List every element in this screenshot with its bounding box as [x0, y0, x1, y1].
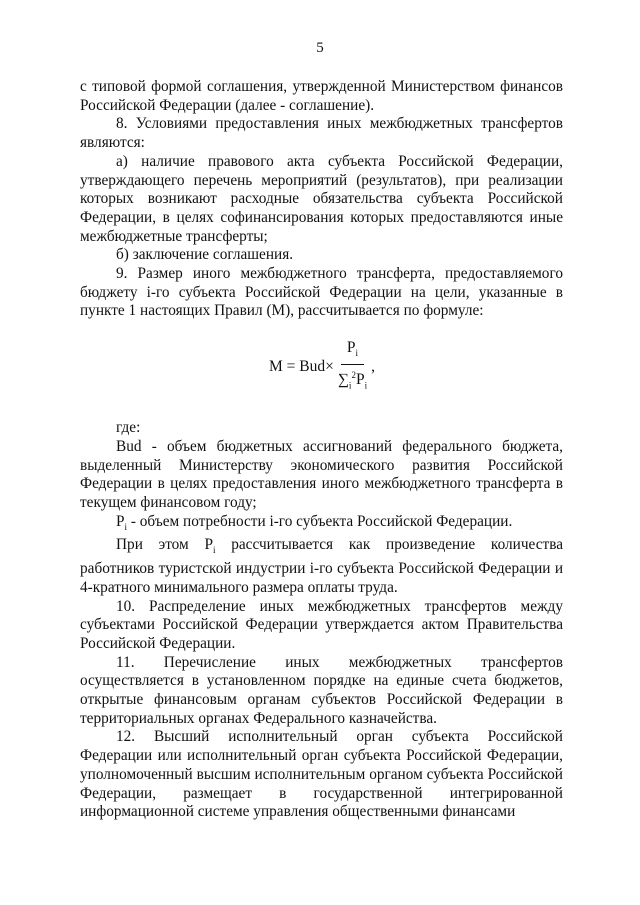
pi-calc-rest: рассчитывается как произведение количества работников туристской индустрии i-го субъекта Российской Федерации и 4-кратного минимального размера оплаты труда.: [80, 536, 564, 596]
pi-calc-subscript: i: [212, 545, 216, 556]
sum-upper-index: 2: [351, 369, 356, 380]
pi-symbol: P: [116, 512, 125, 530]
formula-denominator: [336, 365, 369, 395]
numerator-symbol: P: [346, 339, 356, 357]
paragraph-10: 10. Распределение иных межбюджетных трансфертов между субъектами Российской Федерации утверждается актом Правительства Российской Федерации.: [80, 597, 563, 652]
paragraph-8: 8. Условиями предоставления иных межбюджетных трансфертов являются:: [80, 115, 563, 152]
pi-calc-lead: При этом P: [116, 536, 213, 554]
paragraph-11: 11. Перечисление иных межбюджетных трансфертов осуществляется в установленном порядке на единые счета бюджетов, открытые финансовым органам субъектов Российской Федерации в территориальных органах Федерального казначейства.: [80, 653, 563, 727]
document-body: [80, 78, 563, 822]
denominator-symbol: P: [355, 371, 365, 389]
paragraph-where: где:: [116, 419, 141, 437]
page-number: 5: [316, 40, 324, 56]
formula: [269, 339, 375, 395]
pi-subscript: i: [124, 521, 128, 532]
paragraph-bud: Bud - объем бюджетных ассигнований федерального бюджета, выделенный Министерству экономического развития Российской Федерации в целях предоставления иного межбюджетного трансферта в текущем финансовом году;: [80, 437, 563, 511]
formula-lhs: M = Bud×: [269, 357, 334, 375]
paragraph-8a: а) наличие правового акта субъекта Российской Федерации, утверждающего перечень мероприятий (результатов), при реализации которых возникают расходные обязательства субъекта Российской Федерации, в целях софинансирования которых предоставляются иные межбюджетные трансферты;: [80, 152, 563, 245]
formula-fraction: [336, 339, 369, 395]
paragraph-intro: с типовой формой соглашения, утвержденной Министерством финансов Российской Федерации (далее - соглашение).: [80, 78, 563, 114]
paragraph-pi: [80, 513, 563, 537]
sum-lower-index: i: [348, 380, 352, 391]
formula-block: [80, 335, 563, 409]
paragraph-9: 9. Размер иного межбюджетного трансферта, предоставляемого бюджету i-го субъекта Российской Федерации на цели, указанные в пункте 1 настоящих Правил (M), рассчитывается по формуле:: [80, 265, 563, 320]
formula-numerator: [341, 339, 364, 365]
paragraph-8b: б) заключение соглашения.: [116, 246, 294, 264]
denominator-subscript: i: [364, 380, 368, 391]
pi-description: - объем потребности i-го субъекта Российской Федерации.: [127, 512, 513, 530]
numerator-subscript: i: [355, 348, 359, 359]
formula-tail: ,: [371, 357, 375, 375]
paragraph-12: 12. Высший исполнительный орган субъекта Российской Федерации или исполнительный орган субъекта Российской Федерации, уполномоченный высшим исполнительным органом субъекта Российской Федерации, размещает в государственной интегрированной информационной системе управления общественными финансами: [80, 728, 563, 821]
paragraph-pi-calc: [80, 536, 563, 597]
sum-symbol: ∑: [337, 371, 349, 389]
